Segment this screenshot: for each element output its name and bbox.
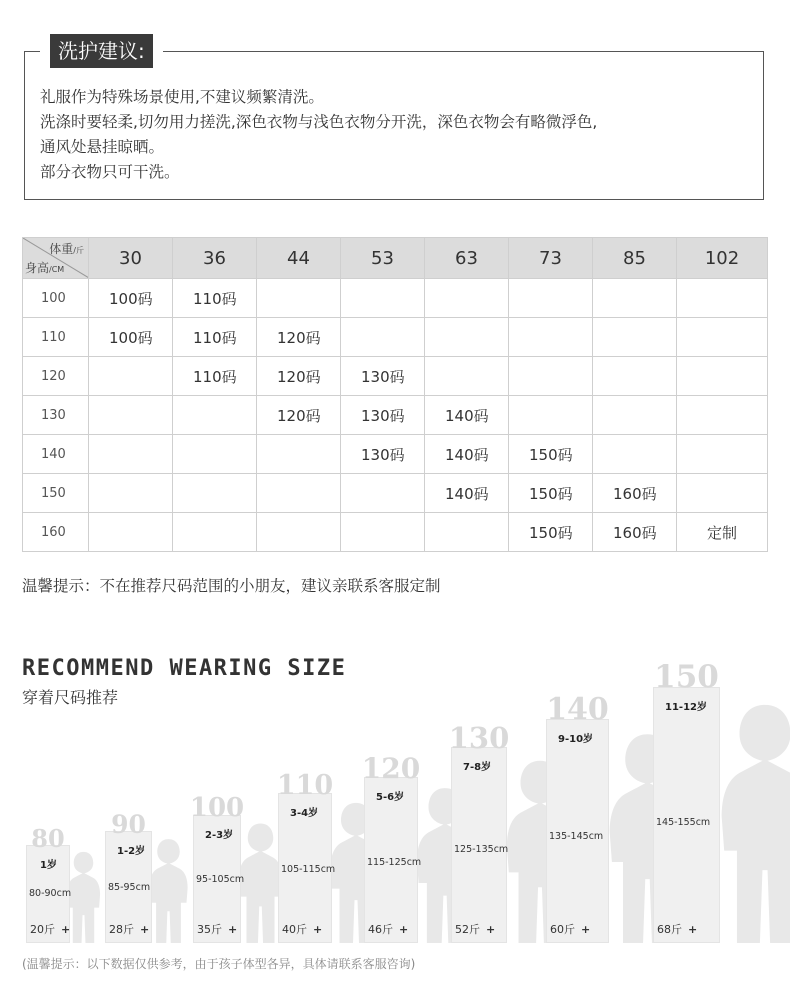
care-line: 部分衣物只可干洗。: [40, 163, 180, 181]
size-box: [653, 687, 720, 943]
height-cell: 110: [23, 318, 89, 357]
weight-header: 63: [425, 238, 509, 279]
size-cell: 150码: [509, 435, 593, 474]
size-cell: [593, 396, 677, 435]
size-cell: 130码: [341, 357, 425, 396]
size-cell: [257, 513, 341, 552]
size-number: 150: [654, 659, 719, 695]
weight-header: 85: [593, 238, 677, 279]
size-column: [189, 789, 287, 943]
table-row: [23, 396, 768, 435]
weight-header: 36: [173, 238, 257, 279]
weight-label: [109, 921, 149, 937]
height-range-label: 85-95cm: [108, 882, 151, 893]
plus-sign: +: [688, 923, 698, 936]
size-number: 120: [361, 752, 421, 785]
size-cell: [89, 474, 173, 513]
weight-label: [30, 921, 70, 937]
size-cell: [89, 357, 173, 396]
size-number: 80: [31, 824, 65, 853]
size-cell: [593, 357, 677, 396]
height-range-label: 105-115cm: [281, 864, 336, 875]
height-range-label: 95-105cm: [196, 874, 245, 885]
size-cell: 130码: [341, 396, 425, 435]
age-label: 11-12岁: [665, 702, 707, 713]
size-cell: 160码: [593, 513, 677, 552]
plus-sign: +: [61, 923, 71, 936]
size-cell: [257, 474, 341, 513]
size-column: [546, 689, 655, 943]
size-number: 110: [276, 770, 334, 801]
recommend-title: RECOMMEND WEARING SIZE: [22, 656, 347, 681]
age-label: 1-2岁: [117, 846, 146, 857]
weight-value: 60斤: [550, 923, 575, 936]
size-cell: 110码: [173, 279, 257, 318]
size-cell: [173, 474, 257, 513]
size-cell: [425, 513, 509, 552]
height-cell: 150: [23, 474, 89, 513]
size-cell: [173, 435, 257, 474]
care-line: 通风处悬挂晾晒。: [40, 138, 165, 156]
size-cell: [257, 435, 341, 474]
age-label: 5-6岁: [376, 792, 405, 803]
size-cell: 120码: [257, 357, 341, 396]
care-line: 洗涤时要轻柔,切勿用力搓洗,深色衣物与浅色衣物分开洗，深色衣物会有略微浮色,: [40, 113, 598, 131]
height-range-label: 115-125cm: [367, 857, 422, 868]
height-range-label: 125-135cm: [454, 844, 509, 855]
care-line: 礼服作为特殊场景使用,不建议频繁清洗。: [40, 88, 324, 106]
weight-header: 44: [257, 238, 341, 279]
table-row: [23, 513, 768, 552]
corner-weight-label: 体重/斤: [49, 242, 84, 256]
weight-header: 73: [509, 238, 593, 279]
size-cell: [89, 513, 173, 552]
size-cell: [677, 396, 768, 435]
weight-value: 40斤: [282, 923, 307, 936]
size-cell: [341, 318, 425, 357]
height-cell: 100: [23, 279, 89, 318]
table-row: [23, 474, 768, 513]
size-cell: [341, 279, 425, 318]
weight-label: [657, 921, 697, 937]
size-cell: 160码: [593, 474, 677, 513]
care-title: [40, 33, 163, 69]
size-cell: [425, 279, 509, 318]
size-cell: [593, 435, 677, 474]
size-cell: [257, 279, 341, 318]
weight-label: [455, 921, 495, 937]
size-cell: [89, 435, 173, 474]
child-silhouette-icon: [146, 837, 191, 943]
size-column: [448, 718, 553, 943]
table-row: [23, 435, 768, 474]
plus-sign: +: [399, 923, 409, 936]
size-cell: 150码: [509, 474, 593, 513]
care-title-label: 洗护建议:: [50, 34, 153, 68]
weight-value: 46斤: [368, 923, 393, 936]
size-tip: 温馨提示：不在推荐尺码范围的小朋友，建议亲联系客服定制: [22, 577, 441, 595]
size-column: [105, 806, 198, 943]
size-cell: [425, 318, 509, 357]
height-range-label: 135-145cm: [549, 831, 604, 842]
size-cell: 定制: [677, 513, 768, 552]
weight-header: 30: [89, 238, 173, 279]
size-cell: [509, 357, 593, 396]
size-cell: [509, 396, 593, 435]
size-cell: 120码: [257, 396, 341, 435]
size-number: 90: [111, 810, 146, 839]
size-cell: [677, 279, 768, 318]
weight-value: 68斤: [657, 923, 682, 936]
table-row: [23, 318, 768, 357]
weight-value: 20斤: [30, 923, 55, 936]
size-column: [26, 821, 116, 943]
age-label: 1岁: [40, 860, 57, 871]
weight-label: [368, 921, 408, 937]
size-cell: [677, 474, 768, 513]
size-column: [653, 656, 766, 943]
care-text: [40, 85, 597, 185]
height-cell: 160: [23, 513, 89, 552]
size-table: [22, 237, 768, 552]
recommend-subtitle: 穿着尺码推荐: [22, 688, 119, 707]
corner-height-label: 身高/CM: [25, 261, 65, 275]
size-cell: [509, 318, 593, 357]
size-cell: [677, 435, 768, 474]
weight-value: 52斤: [455, 923, 480, 936]
size-cell: 110码: [173, 318, 257, 357]
size-cell: 100码: [89, 318, 173, 357]
size-cell: 150码: [509, 513, 593, 552]
child-silhouette-icon: [714, 700, 790, 943]
size-cell: [677, 357, 768, 396]
size-cell: [425, 357, 509, 396]
size-column: [278, 766, 378, 943]
age-label: 7-8岁: [463, 762, 492, 773]
weight-label: [282, 921, 322, 937]
size-cell: [593, 318, 677, 357]
size-cell: [677, 318, 768, 357]
plus-sign: +: [486, 923, 496, 936]
weight-header: 53: [341, 238, 425, 279]
weight-header: 102: [677, 238, 768, 279]
weight-value: 28斤: [109, 923, 134, 936]
plus-sign: +: [140, 923, 150, 936]
age-label: 3-4岁: [290, 808, 319, 819]
size-cell: 140码: [425, 435, 509, 474]
size-cell: [173, 513, 257, 552]
height-range-label: 80-90cm: [29, 888, 72, 899]
height-cell: 120: [23, 357, 89, 396]
size-cell: [593, 279, 677, 318]
size-cell: [89, 396, 173, 435]
size-cell: [173, 396, 257, 435]
size-column: [361, 749, 464, 943]
table-header-row: [23, 238, 768, 279]
weight-label: [197, 921, 237, 937]
size-cell: 140码: [425, 396, 509, 435]
size-number: 100: [189, 793, 245, 823]
plus-sign: +: [581, 923, 591, 936]
weight-label: [550, 921, 590, 937]
size-cell: [341, 474, 425, 513]
height-cell: 140: [23, 435, 89, 474]
table-row: [23, 279, 768, 318]
size-cell: 110码: [173, 357, 257, 396]
table-corner-cell: [23, 238, 89, 279]
footer-note: (温馨提示：以下数据仅供参考，由于孩子体型各异，具体请联系客服咨询): [22, 957, 416, 971]
age-label: 9-10岁: [558, 734, 594, 745]
size-cell: [509, 279, 593, 318]
size-cell: 120码: [257, 318, 341, 357]
height-range-label: 145-155cm: [656, 817, 711, 828]
size-number: 140: [546, 692, 609, 727]
height-cell: 130: [23, 396, 89, 435]
weight-value: 35斤: [197, 923, 222, 936]
table-row: [23, 357, 768, 396]
size-cell: [341, 513, 425, 552]
size-number: 130: [448, 721, 510, 755]
age-label: 2-3岁: [205, 830, 234, 841]
plus-sign: +: [228, 923, 238, 936]
plus-sign: +: [313, 923, 323, 936]
size-cell: 100码: [89, 279, 173, 318]
size-cell: 140码: [425, 474, 509, 513]
size-cell: 130码: [341, 435, 425, 474]
